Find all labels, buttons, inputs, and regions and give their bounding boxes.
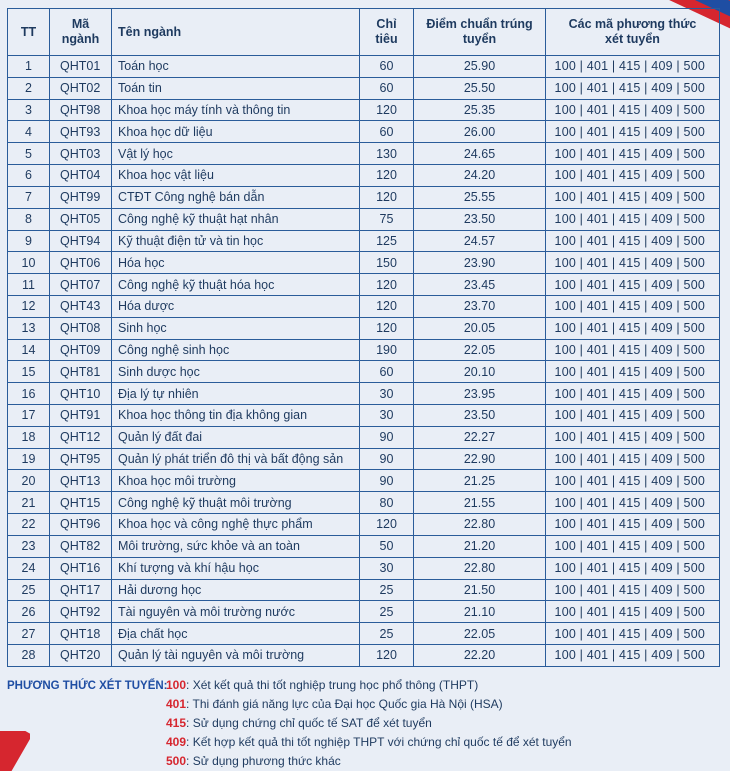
cell-major-name: Công nghệ kỹ thuật môi trường (112, 492, 360, 514)
table-row (8, 208, 720, 230)
table-row (8, 252, 720, 274)
cell-major-name: Quản lý phát triển đô thị và bất động sản (112, 448, 360, 470)
cell-major-code: QHT06 (50, 252, 112, 274)
cell-methods: 100 | 401 | 415 | 409 | 500 (546, 99, 720, 121)
table-row (8, 535, 720, 557)
cell-tt: 18 (8, 426, 50, 448)
header-major-code (50, 9, 112, 56)
cell-methods: 100 | 401 | 415 | 409 | 500 (546, 557, 720, 579)
legend-method-description: : Kết hợp kết quả thi tốt nghiệp THPT với chứng chỉ quốc tế để xét tuyển (186, 735, 572, 749)
header-methods (546, 9, 720, 56)
cell-major-code: QHT92 (50, 601, 112, 623)
cell-quota: 30 (360, 383, 414, 405)
cell-quota: 60 (360, 361, 414, 383)
cell-methods: 100 | 401 | 415 | 409 | 500 (546, 295, 720, 317)
cell-score: 22.05 (414, 623, 546, 645)
cell-major-name: CTĐT Công nghệ bán dẫn (112, 186, 360, 208)
cell-score: 22.20 (414, 644, 546, 666)
cell-quota: 90 (360, 470, 414, 492)
cell-major-name: Quản lý đất đai (112, 426, 360, 448)
cell-quota: 90 (360, 448, 414, 470)
table-row (8, 601, 720, 623)
cell-score: 25.90 (414, 56, 546, 78)
cell-quota: 120 (360, 295, 414, 317)
legend-label: PHƯƠNG THỨC XÉT TUYỂN: (7, 680, 168, 692)
cell-tt: 7 (8, 186, 50, 208)
legend-method-code: 415 (166, 716, 187, 730)
cell-methods: 100 | 401 | 415 | 409 | 500 (546, 339, 720, 361)
table-row (8, 99, 720, 121)
cell-quota: 60 (360, 121, 414, 143)
cell-major-code: QHT03 (50, 143, 112, 165)
table-row (8, 339, 720, 361)
cell-major-name: Khoa học vật liệu (112, 165, 360, 187)
table-row (8, 644, 720, 666)
cell-major-name: Quản lý tài nguyên và môi trường (112, 644, 360, 666)
cell-score: 23.50 (414, 405, 546, 427)
table-row (8, 77, 720, 99)
cell-methods: 100 | 401 | 415 | 409 | 500 (546, 644, 720, 666)
cell-tt: 6 (8, 165, 50, 187)
cell-major-code: QHT01 (50, 56, 112, 78)
cell-major-name: Hóa học (112, 252, 360, 274)
cell-tt: 19 (8, 448, 50, 470)
table-row (8, 426, 720, 448)
cell-major-name: Hải dương học (112, 579, 360, 601)
cell-tt: 28 (8, 644, 50, 666)
cell-tt: 5 (8, 143, 50, 165)
cell-major-name: Hóa dược (112, 295, 360, 317)
table-row (8, 361, 720, 383)
cell-methods: 100 | 401 | 415 | 409 | 500 (546, 514, 720, 536)
legend-item (166, 695, 503, 713)
cell-major-code: QHT43 (50, 295, 112, 317)
cell-major-code: QHT81 (50, 361, 112, 383)
cell-quota: 50 (360, 535, 414, 557)
cell-score: 23.45 (414, 274, 546, 296)
table-row (8, 514, 720, 536)
cell-methods: 100 | 401 | 415 | 409 | 500 (546, 448, 720, 470)
cell-methods: 100 | 401 | 415 | 409 | 500 (546, 601, 720, 623)
cell-quota: 25 (360, 601, 414, 623)
cell-major-name: Toán tin (112, 77, 360, 99)
cell-tt: 20 (8, 470, 50, 492)
cell-methods: 100 | 401 | 415 | 409 | 500 (546, 535, 720, 557)
cell-tt: 25 (8, 579, 50, 601)
header-major-code-line2: ngành (61, 32, 100, 46)
legend-method-code: 401 (166, 697, 187, 711)
cell-score: 21.55 (414, 492, 546, 514)
cell-quota: 80 (360, 492, 414, 514)
cell-tt: 26 (8, 601, 50, 623)
cell-major-name: Khoa học môi trường (112, 470, 360, 492)
cell-major-name: Khoa học dữ liệu (112, 121, 360, 143)
cell-methods: 100 | 401 | 415 | 409 | 500 (546, 470, 720, 492)
cell-major-code: QHT98 (50, 99, 112, 121)
cell-quota: 120 (360, 186, 414, 208)
cell-score: 21.10 (414, 601, 546, 623)
cell-methods: 100 | 401 | 415 | 409 | 500 (546, 143, 720, 165)
cell-major-name: Công nghệ kỹ thuật hạt nhân (112, 208, 360, 230)
cell-quota: 30 (360, 405, 414, 427)
header-quota-line1: Chỉ (376, 17, 397, 31)
cell-major-name: Toán học (112, 56, 360, 78)
cell-tt: 8 (8, 208, 50, 230)
cell-quota: 120 (360, 274, 414, 296)
cell-methods: 100 | 401 | 415 | 409 | 500 (546, 208, 720, 230)
cell-quota: 190 (360, 339, 414, 361)
cell-quota: 25 (360, 579, 414, 601)
cell-quota: 120 (360, 99, 414, 121)
legend-method-code: 409 (166, 735, 187, 749)
cell-tt: 23 (8, 535, 50, 557)
header-methods-line2: xét tuyển (605, 32, 660, 46)
cell-quota: 60 (360, 77, 414, 99)
cell-score: 20.05 (414, 317, 546, 339)
table-body (8, 56, 720, 667)
cell-score: 22.05 (414, 339, 546, 361)
cell-tt: 27 (8, 623, 50, 645)
legend-item (166, 676, 478, 694)
legend-item (166, 752, 341, 770)
cell-methods: 100 | 401 | 415 | 409 | 500 (546, 623, 720, 645)
cell-quota: 25 (360, 623, 414, 645)
cell-methods: 100 | 401 | 415 | 409 | 500 (546, 492, 720, 514)
cell-major-name: Sinh dược học (112, 361, 360, 383)
table-row (8, 143, 720, 165)
table-row (8, 405, 720, 427)
legend-method-description: : Sử dụng chứng chỉ quốc tế SAT để xét tuyển (186, 716, 432, 730)
cell-major-name: Khí tượng và khí hậu học (112, 557, 360, 579)
cell-methods: 100 | 401 | 415 | 409 | 500 (546, 56, 720, 78)
cell-tt: 14 (8, 339, 50, 361)
cell-methods: 100 | 401 | 415 | 409 | 500 (546, 274, 720, 296)
legend-item (166, 714, 432, 732)
legend-method-description: : Thi đánh giá năng lực của Đại học Quốc gia Hà Nội (HSA) (186, 697, 503, 711)
admission-scores-table (7, 8, 720, 667)
cell-tt: 1 (8, 56, 50, 78)
cell-score: 24.65 (414, 143, 546, 165)
cell-major-code: QHT82 (50, 535, 112, 557)
header-tt: TT (8, 9, 50, 56)
cell-quota: 30 (360, 557, 414, 579)
cell-tt: 3 (8, 99, 50, 121)
cell-major-code: QHT10 (50, 383, 112, 405)
cell-major-code: QHT94 (50, 230, 112, 252)
legend-method-description: : Xét kết quả thi tốt nghiệp trung học phổ thông (THPT) (186, 678, 479, 692)
table-row (8, 470, 720, 492)
cell-major-code: QHT16 (50, 557, 112, 579)
cell-tt: 16 (8, 383, 50, 405)
cell-major-code: QHT05 (50, 208, 112, 230)
cell-tt: 15 (8, 361, 50, 383)
cell-tt: 22 (8, 514, 50, 536)
cell-tt: 2 (8, 77, 50, 99)
cell-major-name: Kỹ thuật điện tử và tin học (112, 230, 360, 252)
table-row (8, 317, 720, 339)
legend-method-code: 500 (166, 754, 187, 768)
cell-major-code: QHT93 (50, 121, 112, 143)
cell-score: 24.20 (414, 165, 546, 187)
table-row (8, 186, 720, 208)
table-row (8, 623, 720, 645)
cell-major-code: QHT91 (50, 405, 112, 427)
table-row (8, 383, 720, 405)
cell-tt: 17 (8, 405, 50, 427)
cell-methods: 100 | 401 | 415 | 409 | 500 (546, 230, 720, 252)
cell-tt: 10 (8, 252, 50, 274)
cell-tt: 24 (8, 557, 50, 579)
table-row (8, 492, 720, 514)
cell-major-name: Địa lý tự nhiên (112, 383, 360, 405)
table-row (8, 448, 720, 470)
cell-major-code: QHT17 (50, 579, 112, 601)
cell-quota: 120 (360, 317, 414, 339)
cell-score: 20.10 (414, 361, 546, 383)
cell-quota: 125 (360, 230, 414, 252)
cell-score: 22.80 (414, 514, 546, 536)
cell-methods: 100 | 401 | 415 | 409 | 500 (546, 77, 720, 99)
header-major-name: Tên ngành (112, 9, 360, 56)
table-row (8, 56, 720, 78)
cell-quota: 75 (360, 208, 414, 230)
cell-major-code: QHT04 (50, 165, 112, 187)
table-row (8, 579, 720, 601)
cell-tt: 4 (8, 121, 50, 143)
cell-score: 22.27 (414, 426, 546, 448)
cell-major-code: QHT08 (50, 317, 112, 339)
header-score: Điểm chuẩn trúng tuyển (414, 9, 546, 56)
cell-quota: 90 (360, 426, 414, 448)
cell-methods: 100 | 401 | 415 | 409 | 500 (546, 579, 720, 601)
cell-tt: 9 (8, 230, 50, 252)
header-methods-line1: Các mã phương thức (568, 17, 697, 31)
cell-score: 21.25 (414, 470, 546, 492)
cell-tt: 11 (8, 274, 50, 296)
cell-methods: 100 | 401 | 415 | 409 | 500 (546, 252, 720, 274)
cell-quota: 120 (360, 644, 414, 666)
cell-major-code: QHT99 (50, 186, 112, 208)
cell-score: 25.35 (414, 99, 546, 121)
cell-major-code: QHT96 (50, 514, 112, 536)
cell-major-code: QHT02 (50, 77, 112, 99)
cell-methods: 100 | 401 | 415 | 409 | 500 (546, 405, 720, 427)
cell-major-code: QHT15 (50, 492, 112, 514)
cell-major-code: QHT20 (50, 644, 112, 666)
cell-score: 23.50 (414, 208, 546, 230)
table-row (8, 295, 720, 317)
table-row (8, 230, 720, 252)
cell-major-code: QHT18 (50, 623, 112, 645)
cell-score: 23.90 (414, 252, 546, 274)
cell-major-name: Khoa học và công nghệ thực phẩm (112, 514, 360, 536)
cell-methods: 100 | 401 | 415 | 409 | 500 (546, 186, 720, 208)
cell-score: 25.50 (414, 77, 546, 99)
cell-tt: 12 (8, 295, 50, 317)
header-major-code-line1: Mã (71, 17, 90, 31)
cell-tt: 13 (8, 317, 50, 339)
cell-major-name: Công nghệ sinh học (112, 339, 360, 361)
cell-methods: 100 | 401 | 415 | 409 | 500 (546, 361, 720, 383)
header-quota (360, 9, 414, 56)
cell-quota: 120 (360, 514, 414, 536)
cell-score: 24.57 (414, 230, 546, 252)
cell-score: 26.00 (414, 121, 546, 143)
cell-major-name: Công nghệ kỹ thuật hóa học (112, 274, 360, 296)
cell-major-code: QHT95 (50, 448, 112, 470)
cell-major-code: QHT12 (50, 426, 112, 448)
cell-methods: 100 | 401 | 415 | 409 | 500 (546, 383, 720, 405)
cell-tt: 21 (8, 492, 50, 514)
table-row (8, 121, 720, 143)
cell-score: 23.95 (414, 383, 546, 405)
legend-item (166, 733, 572, 751)
legend-method-code: 100 (166, 678, 187, 692)
table-row (8, 274, 720, 296)
cell-major-name: Môi trường, sức khỏe và an toàn (112, 535, 360, 557)
cell-methods: 100 | 401 | 415 | 409 | 500 (546, 426, 720, 448)
cell-major-name: Tài nguyên và môi trường nước (112, 601, 360, 623)
cell-major-name: Vật lý học (112, 143, 360, 165)
legend-method-description: : Sử dụng phương thức khác (186, 754, 341, 768)
header-quota-line2: tiêu (375, 32, 398, 46)
cell-major-code: QHT13 (50, 470, 112, 492)
cell-methods: 100 | 401 | 415 | 409 | 500 (546, 317, 720, 339)
cell-methods: 100 | 401 | 415 | 409 | 500 (546, 165, 720, 187)
cell-quota: 130 (360, 143, 414, 165)
cell-score: 22.90 (414, 448, 546, 470)
table-row (8, 557, 720, 579)
cell-quota: 150 (360, 252, 414, 274)
cell-score: 25.55 (414, 186, 546, 208)
corner-decoration-bottom-left (0, 731, 30, 771)
table-row (8, 165, 720, 187)
cell-quota: 120 (360, 165, 414, 187)
table-header-row (8, 9, 720, 56)
cell-major-name: Khoa học thông tin địa không gian (112, 405, 360, 427)
cell-major-name: Sinh học (112, 317, 360, 339)
cell-major-code: QHT07 (50, 274, 112, 296)
cell-score: 22.80 (414, 557, 546, 579)
cell-major-name: Địa chất học (112, 623, 360, 645)
cell-major-name: Khoa học máy tính và thông tin (112, 99, 360, 121)
cell-score: 21.20 (414, 535, 546, 557)
cell-score: 23.70 (414, 295, 546, 317)
cell-methods: 100 | 401 | 415 | 409 | 500 (546, 121, 720, 143)
cell-score: 21.50 (414, 579, 546, 601)
cell-quota: 60 (360, 56, 414, 78)
cell-major-code: QHT09 (50, 339, 112, 361)
